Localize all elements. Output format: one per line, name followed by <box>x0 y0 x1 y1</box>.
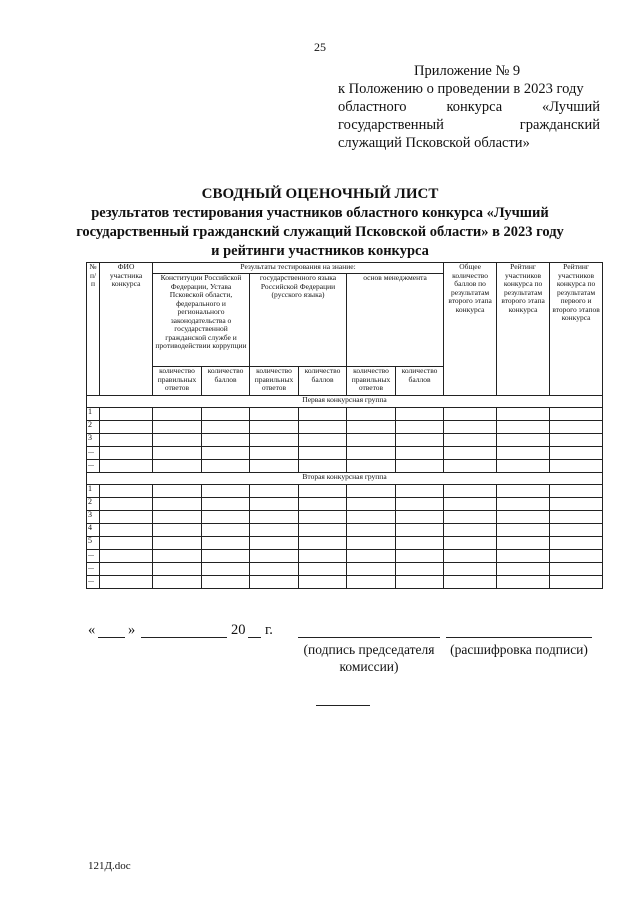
row-number: ... <box>87 550 100 563</box>
empty-cell <box>347 447 396 460</box>
empty-cell <box>202 408 250 421</box>
header-points: количество баллов <box>396 367 444 396</box>
empty-cell <box>250 563 299 576</box>
empty-cell <box>299 447 347 460</box>
empty-cell <box>250 460 299 473</box>
table-row <box>87 434 603 447</box>
appendix-line: областного конкурса «Лучший <box>338 99 600 115</box>
empty-cell <box>250 421 299 434</box>
signature-line <box>298 637 440 638</box>
empty-cell <box>299 460 347 473</box>
row-number: 4 <box>87 524 100 537</box>
empty-cell <box>100 511 153 524</box>
appendix-line: к Положению о проведении в 2023 году <box>338 81 584 97</box>
empty-cell <box>153 498 202 511</box>
empty-cell <box>100 447 153 460</box>
appendix-block <box>338 62 600 152</box>
empty-cell <box>550 524 603 537</box>
date-open-quote: « <box>88 622 96 638</box>
table-row <box>87 511 603 524</box>
empty-cell <box>550 563 603 576</box>
empty-cell <box>299 511 347 524</box>
empty-cell <box>497 511 550 524</box>
empty-cell <box>444 498 497 511</box>
header-language: государственного языка Российской Федерации (русского языка) <box>250 274 347 367</box>
empty-cell <box>347 537 396 550</box>
empty-cell <box>250 434 299 447</box>
header-correct: количество правильных ответов <box>347 367 396 396</box>
empty-cell <box>497 576 550 589</box>
empty-cell <box>444 447 497 460</box>
document-title: СВОДНЫЙ ОЦЕНОЧНЫЙ ЛИСТ <box>201 186 439 202</box>
row-number: ... <box>87 447 100 460</box>
empty-cell <box>299 408 347 421</box>
empty-cell <box>153 447 202 460</box>
empty-cell <box>250 524 299 537</box>
empty-cell <box>444 485 497 498</box>
empty-cell <box>497 550 550 563</box>
empty-cell <box>550 434 603 447</box>
header-fio: ФИО участника конкурса <box>100 263 153 396</box>
empty-cell <box>100 421 153 434</box>
empty-cell <box>153 537 202 550</box>
empty-cell <box>396 524 444 537</box>
row-number: 2 <box>87 498 100 511</box>
empty-cell <box>202 434 250 447</box>
empty-cell <box>550 511 603 524</box>
empty-cell <box>299 563 347 576</box>
empty-cell <box>100 485 153 498</box>
empty-cell <box>497 434 550 447</box>
subtitle-line: и рейтинги участников конкурса <box>211 243 429 259</box>
empty-cell <box>396 460 444 473</box>
empty-cell <box>347 524 396 537</box>
empty-cell <box>299 498 347 511</box>
empty-cell <box>100 498 153 511</box>
evaluation-table <box>86 262 603 589</box>
table-row <box>87 563 603 576</box>
empty-cell <box>396 447 444 460</box>
empty-cell <box>347 434 396 447</box>
header-rating-stage12: Рейтинг участников конкурса по результатам первого и второго этапов конкурса <box>550 263 603 396</box>
empty-cell <box>444 576 497 589</box>
year-suffix: г. <box>265 622 273 638</box>
empty-cell <box>202 511 250 524</box>
row-number: 1 <box>87 408 100 421</box>
table-row <box>87 550 603 563</box>
empty-cell <box>347 563 396 576</box>
empty-cell <box>347 460 396 473</box>
header-num: № п/п <box>87 263 100 396</box>
empty-cell <box>444 537 497 550</box>
header-management: основ менеджмента <box>347 274 444 367</box>
decode-signature-label: (расшифровка подписи) <box>450 642 588 657</box>
table-row <box>87 447 603 460</box>
table-row <box>87 460 603 473</box>
empty-cell <box>250 485 299 498</box>
empty-cell <box>396 563 444 576</box>
empty-cell <box>497 421 550 434</box>
empty-cell <box>100 537 153 550</box>
empty-cell <box>202 537 250 550</box>
empty-cell <box>396 550 444 563</box>
empty-cell <box>153 550 202 563</box>
empty-cell <box>153 460 202 473</box>
empty-cell <box>202 524 250 537</box>
empty-cell <box>347 576 396 589</box>
empty-cell <box>396 408 444 421</box>
empty-cell <box>497 524 550 537</box>
date-close-quote: » <box>128 622 136 638</box>
empty-cell <box>444 460 497 473</box>
table-row <box>87 576 603 589</box>
empty-cell <box>396 537 444 550</box>
document-subtitle <box>70 204 570 261</box>
row-number: ... <box>87 576 100 589</box>
day-blank <box>98 637 125 638</box>
appendix-line: государственный гражданский <box>338 117 600 133</box>
header-points: количество баллов <box>299 367 347 396</box>
empty-cell <box>153 576 202 589</box>
empty-cell <box>250 511 299 524</box>
empty-cell <box>550 421 603 434</box>
empty-cell <box>100 434 153 447</box>
empty-cell <box>497 537 550 550</box>
empty-cell <box>250 408 299 421</box>
chair-signature-label <box>298 641 440 675</box>
row-number: ... <box>87 563 100 576</box>
empty-cell <box>153 434 202 447</box>
chair-label-line: (подпись председателя <box>303 642 435 657</box>
empty-cell <box>497 498 550 511</box>
empty-cell <box>396 498 444 511</box>
empty-cell <box>202 498 250 511</box>
empty-cell <box>497 485 550 498</box>
empty-cell <box>202 563 250 576</box>
empty-cell <box>347 498 396 511</box>
empty-cell <box>347 550 396 563</box>
row-number: 3 <box>87 511 100 524</box>
header-results: Результаты тестирования на знание: <box>153 263 444 274</box>
empty-cell <box>396 511 444 524</box>
table-row <box>87 408 603 421</box>
empty-cell <box>550 537 603 550</box>
empty-cell <box>396 421 444 434</box>
month-blank <box>141 637 227 638</box>
appendix-title: Приложение № 9 <box>414 63 521 79</box>
empty-cell <box>250 537 299 550</box>
row-number: 3 <box>87 434 100 447</box>
table-row <box>87 537 603 550</box>
empty-cell <box>550 498 603 511</box>
empty-cell <box>444 524 497 537</box>
row-number: 1 <box>87 485 100 498</box>
empty-cell <box>202 485 250 498</box>
empty-cell <box>153 408 202 421</box>
empty-cell <box>550 408 603 421</box>
empty-cell <box>250 550 299 563</box>
empty-cell <box>550 447 603 460</box>
empty-cell <box>153 563 202 576</box>
empty-cell <box>550 485 603 498</box>
empty-cell <box>497 408 550 421</box>
empty-cell <box>299 537 347 550</box>
separator-line <box>316 705 370 706</box>
empty-cell <box>153 421 202 434</box>
group-label: Первая конкурсная группа <box>87 396 603 408</box>
subtitle-line: государственный гражданский служащий Псковской области» в 2023 году <box>76 224 564 240</box>
row-number: 5 <box>87 537 100 550</box>
empty-cell <box>550 550 603 563</box>
year-blank <box>248 637 261 638</box>
table-row <box>87 421 603 434</box>
empty-cell <box>444 563 497 576</box>
empty-cell <box>444 421 497 434</box>
chair-label-line: комиссии) <box>339 659 399 674</box>
header-rating-stage2: Рейтинг участников конкурса по результатам второго этапа конкурса <box>497 263 550 396</box>
empty-cell <box>100 550 153 563</box>
empty-cell <box>444 550 497 563</box>
empty-cell <box>299 421 347 434</box>
empty-cell <box>444 408 497 421</box>
empty-cell <box>347 511 396 524</box>
empty-cell <box>444 434 497 447</box>
empty-cell <box>396 576 444 589</box>
empty-cell <box>202 460 250 473</box>
empty-cell <box>396 485 444 498</box>
empty-cell <box>250 576 299 589</box>
table-row <box>87 485 603 498</box>
row-number: 2 <box>87 421 100 434</box>
empty-cell <box>550 576 603 589</box>
empty-cell <box>250 447 299 460</box>
empty-cell <box>347 485 396 498</box>
row-number: ... <box>87 460 100 473</box>
empty-cell <box>299 576 347 589</box>
empty-cell <box>202 447 250 460</box>
file-name: 121Д.doc <box>88 860 131 872</box>
empty-cell <box>153 485 202 498</box>
empty-cell <box>153 511 202 524</box>
table-row <box>87 524 603 537</box>
empty-cell <box>202 576 250 589</box>
header-total: Общее количество баллов по результатам второго этапа конкурса <box>444 263 497 396</box>
empty-cell <box>444 511 497 524</box>
empty-cell <box>299 434 347 447</box>
header-constitution: Конституции Российской Федерации, Устава Псковской области, федерального и регионального законодательства о государственной гражданской службе и противодействии коррупции <box>153 274 250 367</box>
empty-cell <box>100 563 153 576</box>
empty-cell <box>497 447 550 460</box>
group-label: Вторая конкурсная группа <box>87 473 603 485</box>
year-prefix: 20 <box>231 622 246 638</box>
empty-cell <box>299 485 347 498</box>
header-correct: количество правильных ответов <box>250 367 299 396</box>
empty-cell <box>347 421 396 434</box>
empty-cell <box>100 408 153 421</box>
empty-cell <box>550 460 603 473</box>
empty-cell <box>202 421 250 434</box>
table-row <box>87 498 603 511</box>
empty-cell <box>153 524 202 537</box>
empty-cell <box>202 550 250 563</box>
empty-cell <box>100 460 153 473</box>
empty-cell <box>299 550 347 563</box>
subtitle-line: результатов тестирования участников областного конкурса «Лучший <box>91 205 549 221</box>
appendix-line: служащий Псковской области» <box>338 135 530 151</box>
header-points: количество баллов <box>202 367 250 396</box>
decode-line <box>446 637 592 638</box>
empty-cell <box>250 498 299 511</box>
empty-cell <box>100 576 153 589</box>
empty-cell <box>299 524 347 537</box>
empty-cell <box>497 563 550 576</box>
header-correct: количество правильных ответов <box>153 367 202 396</box>
empty-cell <box>396 434 444 447</box>
empty-cell <box>497 460 550 473</box>
empty-cell <box>347 408 396 421</box>
page-number: 25 <box>314 40 326 54</box>
empty-cell <box>100 524 153 537</box>
